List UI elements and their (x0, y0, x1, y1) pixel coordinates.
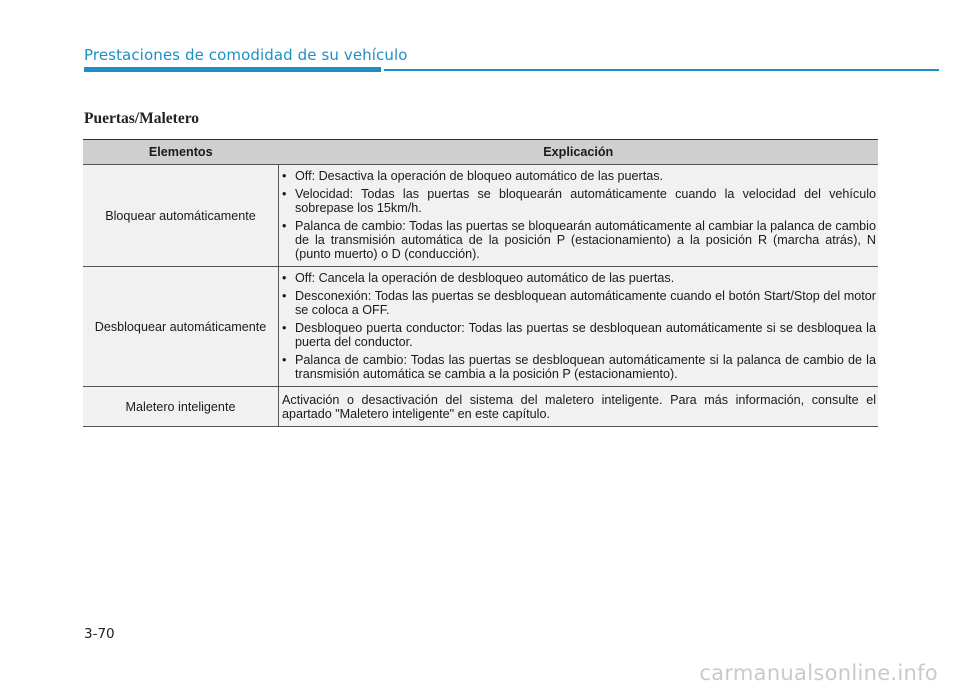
column-header-explanation: Explicación (279, 140, 879, 165)
row-element-smart-trunk: Maletero inteligente (83, 387, 279, 427)
watermark: carmanualsonline.info (699, 661, 938, 685)
table-row (83, 267, 878, 387)
table-row (83, 387, 878, 427)
header-rule-thin (384, 69, 939, 71)
list-item: • Palanca de cambio: Todas las puertas se bloquearán automáticamente al cambiar la palanca de cambio de la transmisión automática de la posición P (estacionamiento) a la posición R (marcha atrás), N (punto muerto) o D (conducción). (282, 219, 876, 261)
header-rule-thick (84, 67, 381, 72)
settings-table (83, 139, 878, 427)
row-element-auto-lock: Bloquear automáticamente (83, 165, 279, 267)
list-item: • Desconexión: Todas las puertas se desbloquean automáticamente cuando el botón Start/Stop del motor se coloca a OFF. (282, 289, 876, 317)
row-explanation (279, 165, 879, 267)
list-item: • Palanca de cambio: Todas las puertas se desbloquean automáticamente si la palanca de cambio de la transmisión automática se cambia a la posición P (estacionamiento). (282, 353, 876, 381)
column-header-elements: Elementos (83, 140, 279, 165)
row-explanation-text: Activación o desactivación del sistema del maletero inteligente. Para más información, consulte el apartado "Maletero inteligente" en este capítulo. (282, 393, 876, 421)
row-explanation (279, 267, 879, 387)
row-element-auto-unlock: Desbloquear automáticamente (83, 267, 279, 387)
list-item: • Off: Cancela la operación de desbloqueo automático de las puertas. (282, 271, 675, 285)
list-item: • Desbloqueo puerta conductor: Todas las puertas se desbloquean automáticamente si se desbloquea la puerta del conductor. (282, 321, 876, 349)
table-header-row (83, 140, 878, 165)
section-heading: Puertas/Maletero (84, 110, 200, 127)
table-row (83, 165, 878, 267)
chapter-title: Prestaciones de comodidad de su vehículo (84, 46, 408, 64)
page-number: 3-70 (84, 626, 115, 642)
list-item: • Off: Desactiva la operación de bloqueo automático de las puertas. (282, 169, 664, 183)
row-explanation (279, 387, 879, 427)
list-item: • Velocidad: Todas las puertas se bloquearán automáticamente cuando la velocidad del vehículo sobrepase los 15km/h. (282, 187, 876, 215)
